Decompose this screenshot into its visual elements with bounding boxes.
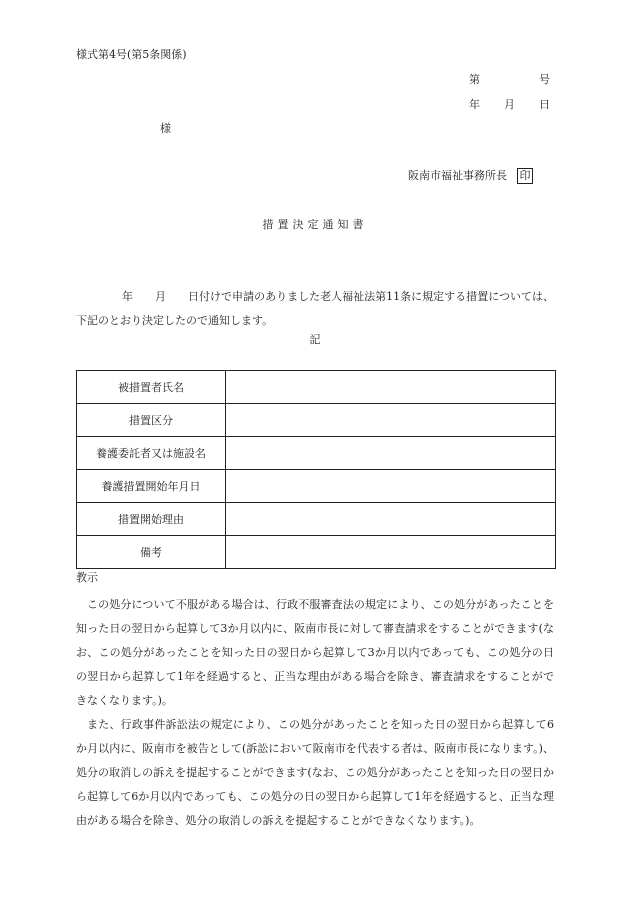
table-row [77, 503, 556, 536]
row-value [226, 470, 556, 503]
number-prefix: 第 [469, 73, 480, 86]
row-value [226, 404, 556, 437]
ki-heading: 記 [309, 333, 321, 346]
row-label: 被措置者氏名 [77, 371, 226, 404]
sender-name: 阪南市福祉事務所長 [408, 169, 507, 182]
date-day: 日 [539, 98, 550, 111]
document-number-line [469, 73, 550, 87]
sender-line [408, 168, 533, 184]
row-label: 措置区分 [77, 404, 226, 437]
intro-paragraph [76, 285, 554, 333]
row-value [226, 536, 556, 569]
issue-date-line [469, 98, 550, 112]
row-label: 養護措置開始年月日 [77, 470, 226, 503]
form-number-label: 様式第4号(第5条関係) [76, 48, 187, 61]
table-row [77, 404, 556, 437]
row-label: 措置開始理由 [77, 503, 226, 536]
kyoji-paragraph-appeal: この処分について不服がある場合は、行政不服審査法の規定により、この処分があったことを知った日の翌日から起算して3か月以内に、阪南市長に対して審査請求をすることができます(なお、この処分があったことを知った日の翌日から起算して3か月以内であっても、この処分の日の翌日から起算して1年を経過すると、正当な理由がある場合を除き、審査請求をすることができなくなります。)。 [76, 598, 554, 707]
document-title: 措置決定通知書 [262, 218, 368, 231]
row-value [226, 437, 556, 470]
kyoji-heading: 教示 [76, 571, 98, 584]
intro-year: 年 [122, 290, 134, 303]
date-year: 年 [469, 98, 480, 111]
measure-details-table [76, 370, 556, 569]
table-row [77, 371, 556, 404]
seal-mark: 印 [517, 168, 533, 184]
row-value [226, 503, 556, 536]
table-row [77, 536, 556, 569]
kyoji-paragraph-lawsuit: また、行政事件訴訟法の規定により、この処分があったことを知った日の翌日から起算して6か月以内に、阪南市を被告として(訴訟において阪南市を代表する者は、阪南市長になります。)、処分の取消しの訴えを提起することができます(なお、この処分があったことを知った日の翌日から起算して6か月以内であっても、この処分の日の翌日から起算して1年を経過すると、正当な理由がある場合を除き、処分の取消しの訴えを提起することができなくなります。)。 [76, 718, 554, 827]
number-suffix: 号 [539, 73, 550, 86]
recipient-honorific: 様 [160, 122, 171, 135]
intro-rest: 日付けで申請のありました老人福祉法第11条に規定する措置については、下記のとおり決定したので通知します。 [76, 290, 555, 327]
date-month: 月 [504, 98, 515, 111]
row-value [226, 371, 556, 404]
row-label: 備考 [77, 536, 226, 569]
row-label: 養護委託者又は施設名 [77, 437, 226, 470]
intro-month: 月 [155, 290, 167, 303]
table-row [77, 437, 556, 470]
table-row [77, 470, 556, 503]
